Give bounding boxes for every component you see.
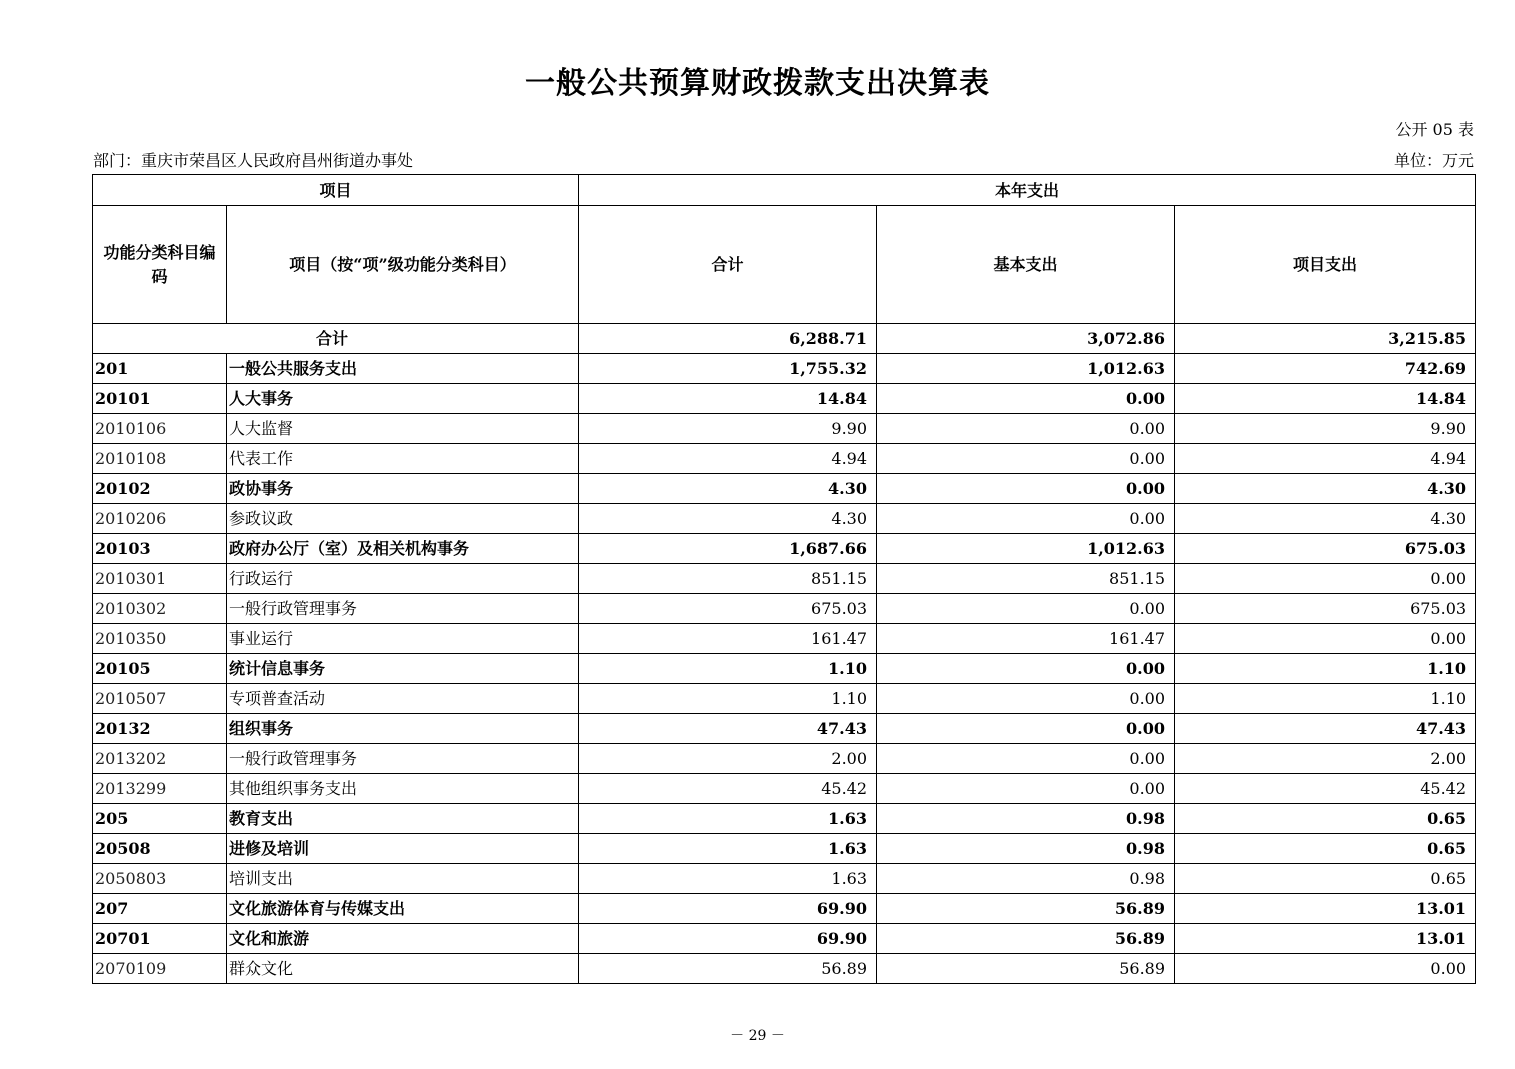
cell-name: 一般行政管理事务 [227,744,579,774]
table-row [93,654,1476,684]
cell-program: 742.69 [1175,354,1476,384]
cell-total: 69.90 [579,924,877,954]
cell-code: 2010206 [93,504,227,534]
cell-basic: 56.89 [877,894,1175,924]
cell-program: 9.90 [1175,414,1476,444]
form-number: 公开 05 表 [1395,120,1474,139]
table-row [93,744,1476,774]
cell-total: 1.63 [579,804,877,834]
cell-program: 4.30 [1175,474,1476,504]
total-row [93,324,1476,354]
cell-basic: 0.98 [877,834,1175,864]
cell-basic: 56.89 [877,924,1175,954]
cell-total: 2.00 [579,744,877,774]
table-row [93,894,1476,924]
cell-program: 0.65 [1175,834,1476,864]
cell-basic: 0.00 [877,744,1175,774]
header-code: 功能分类科目编码 [93,206,227,324]
cell-program: 0.00 [1175,564,1476,594]
cell-code: 2010507 [93,684,227,714]
cell-code: 2013299 [93,774,227,804]
cell-total: 1.63 [579,864,877,894]
cell-code: 2070109 [93,954,227,984]
cell-code: 20105 [93,654,227,684]
header-program: 项目支出 [1175,206,1476,324]
unit-label: 单位：万元 [1393,151,1474,170]
cell-name: 文化旅游体育与传媒支出 [227,894,579,924]
cell-name: 文化和旅游 [227,924,579,954]
cell-name: 培训支出 [227,864,579,894]
cell-basic: 0.00 [877,654,1175,684]
table-row [93,504,1476,534]
cell-total: 1,755.32 [579,354,877,384]
cell-basic: 0.00 [877,774,1175,804]
cell-program: 14.84 [1175,384,1476,414]
cell-code: 201 [93,354,227,384]
table-row [93,954,1476,984]
header-total: 合计 [579,206,877,324]
cell-code: 20132 [93,714,227,744]
cell-basic: 161.47 [877,624,1175,654]
cell-total: 1,687.66 [579,534,877,564]
cell-name: 进修及培训 [227,834,579,864]
cell-name: 群众文化 [227,954,579,984]
table-row [93,624,1476,654]
cell-total: 851.15 [579,564,877,594]
cell-code: 20101 [93,384,227,414]
cell-program: 1.10 [1175,684,1476,714]
cell-name: 政府办公厅（室）及相关机构事务 [227,534,579,564]
cell-total: 1.63 [579,834,877,864]
cell-total: 675.03 [579,594,877,624]
cell-total: 9.90 [579,414,877,444]
cell-basic: 0.00 [877,684,1175,714]
expenditure-table [92,174,1476,984]
cell-name: 专项普查活动 [227,684,579,714]
total-sum: 6,288.71 [579,324,877,354]
cell-program: 0.65 [1175,804,1476,834]
table-row [93,474,1476,504]
cell-basic: 56.89 [877,954,1175,984]
table-row [93,924,1476,954]
page-title: 一般公共预算财政拨款支出决算表 [525,66,990,101]
cell-name: 教育支出 [227,804,579,834]
header-name: 项目（按“项”级功能分类科目） [227,206,579,324]
table-row [93,594,1476,624]
cell-code: 2010108 [93,444,227,474]
cell-name: 人大监督 [227,414,579,444]
page-number: － 29 － [730,1028,785,1044]
cell-basic: 0.00 [877,414,1175,444]
table-row [93,864,1476,894]
total-basic: 3,072.86 [877,324,1175,354]
cell-program: 45.42 [1175,774,1476,804]
cell-code: 2050803 [93,864,227,894]
cell-name: 事业运行 [227,624,579,654]
header-basic: 基本支出 [877,206,1175,324]
cell-total: 56.89 [579,954,877,984]
table-row [93,714,1476,744]
cell-code: 2010301 [93,564,227,594]
table-row [93,564,1476,594]
cell-basic: 0.98 [877,804,1175,834]
cell-code: 2010302 [93,594,227,624]
table-row [93,444,1476,474]
cell-basic: 851.15 [877,564,1175,594]
cell-name: 人大事务 [227,384,579,414]
cell-total: 1.10 [579,684,877,714]
cell-name: 组织事务 [227,714,579,744]
cell-code: 207 [93,894,227,924]
header-current-year: 本年支出 [579,175,1476,206]
cell-program: 13.01 [1175,924,1476,954]
cell-code: 20508 [93,834,227,864]
table-row [93,774,1476,804]
header-project: 项目 [93,175,579,206]
cell-code: 2010106 [93,414,227,444]
cell-code: 20102 [93,474,227,504]
cell-code: 20701 [93,924,227,954]
cell-program: 0.00 [1175,624,1476,654]
cell-program: 4.94 [1175,444,1476,474]
cell-name: 行政运行 [227,564,579,594]
cell-name: 一般行政管理事务 [227,594,579,624]
cell-basic: 0.00 [877,594,1175,624]
cell-program: 0.65 [1175,864,1476,894]
cell-basic: 0.00 [877,474,1175,504]
cell-total: 4.30 [579,504,877,534]
cell-name: 一般公共服务支出 [227,354,579,384]
cell-name: 政协事务 [227,474,579,504]
cell-total: 4.94 [579,444,877,474]
cell-basic: 0.98 [877,864,1175,894]
cell-basic: 0.00 [877,504,1175,534]
cell-name: 参政议政 [227,504,579,534]
cell-name: 代表工作 [227,444,579,474]
cell-basic: 1,012.63 [877,534,1175,564]
cell-basic: 1,012.63 [877,354,1175,384]
cell-program: 13.01 [1175,894,1476,924]
table-row [93,414,1476,444]
cell-basic: 0.00 [877,444,1175,474]
cell-program: 2.00 [1175,744,1476,774]
total-label: 合计 [93,324,579,354]
cell-total: 69.90 [579,894,877,924]
table-row [93,834,1476,864]
cell-code: 20103 [93,534,227,564]
cell-total: 4.30 [579,474,877,504]
cell-code: 2013202 [93,744,227,774]
cell-total: 14.84 [579,384,877,414]
cell-basic: 0.00 [877,714,1175,744]
table-row [93,534,1476,564]
cell-program: 1.10 [1175,654,1476,684]
cell-basic: 0.00 [877,384,1175,414]
table-row [93,804,1476,834]
cell-total: 45.42 [579,774,877,804]
cell-code: 205 [93,804,227,834]
cell-program: 47.43 [1175,714,1476,744]
cell-total: 1.10 [579,654,877,684]
total-program: 3,215.85 [1175,324,1476,354]
table-row [93,354,1476,384]
cell-program: 4.30 [1175,504,1476,534]
cell-program: 675.03 [1175,534,1476,564]
cell-code: 2010350 [93,624,227,654]
cell-name: 统计信息事务 [227,654,579,684]
cell-total: 161.47 [579,624,877,654]
department-label: 部门：重庆市荣昌区人民政府昌州街道办事处 [93,151,414,170]
cell-total: 47.43 [579,714,877,744]
cell-name: 其他组织事务支出 [227,774,579,804]
table-row [93,384,1476,414]
cell-program: 675.03 [1175,594,1476,624]
table-row [93,684,1476,714]
cell-program: 0.00 [1175,954,1476,984]
